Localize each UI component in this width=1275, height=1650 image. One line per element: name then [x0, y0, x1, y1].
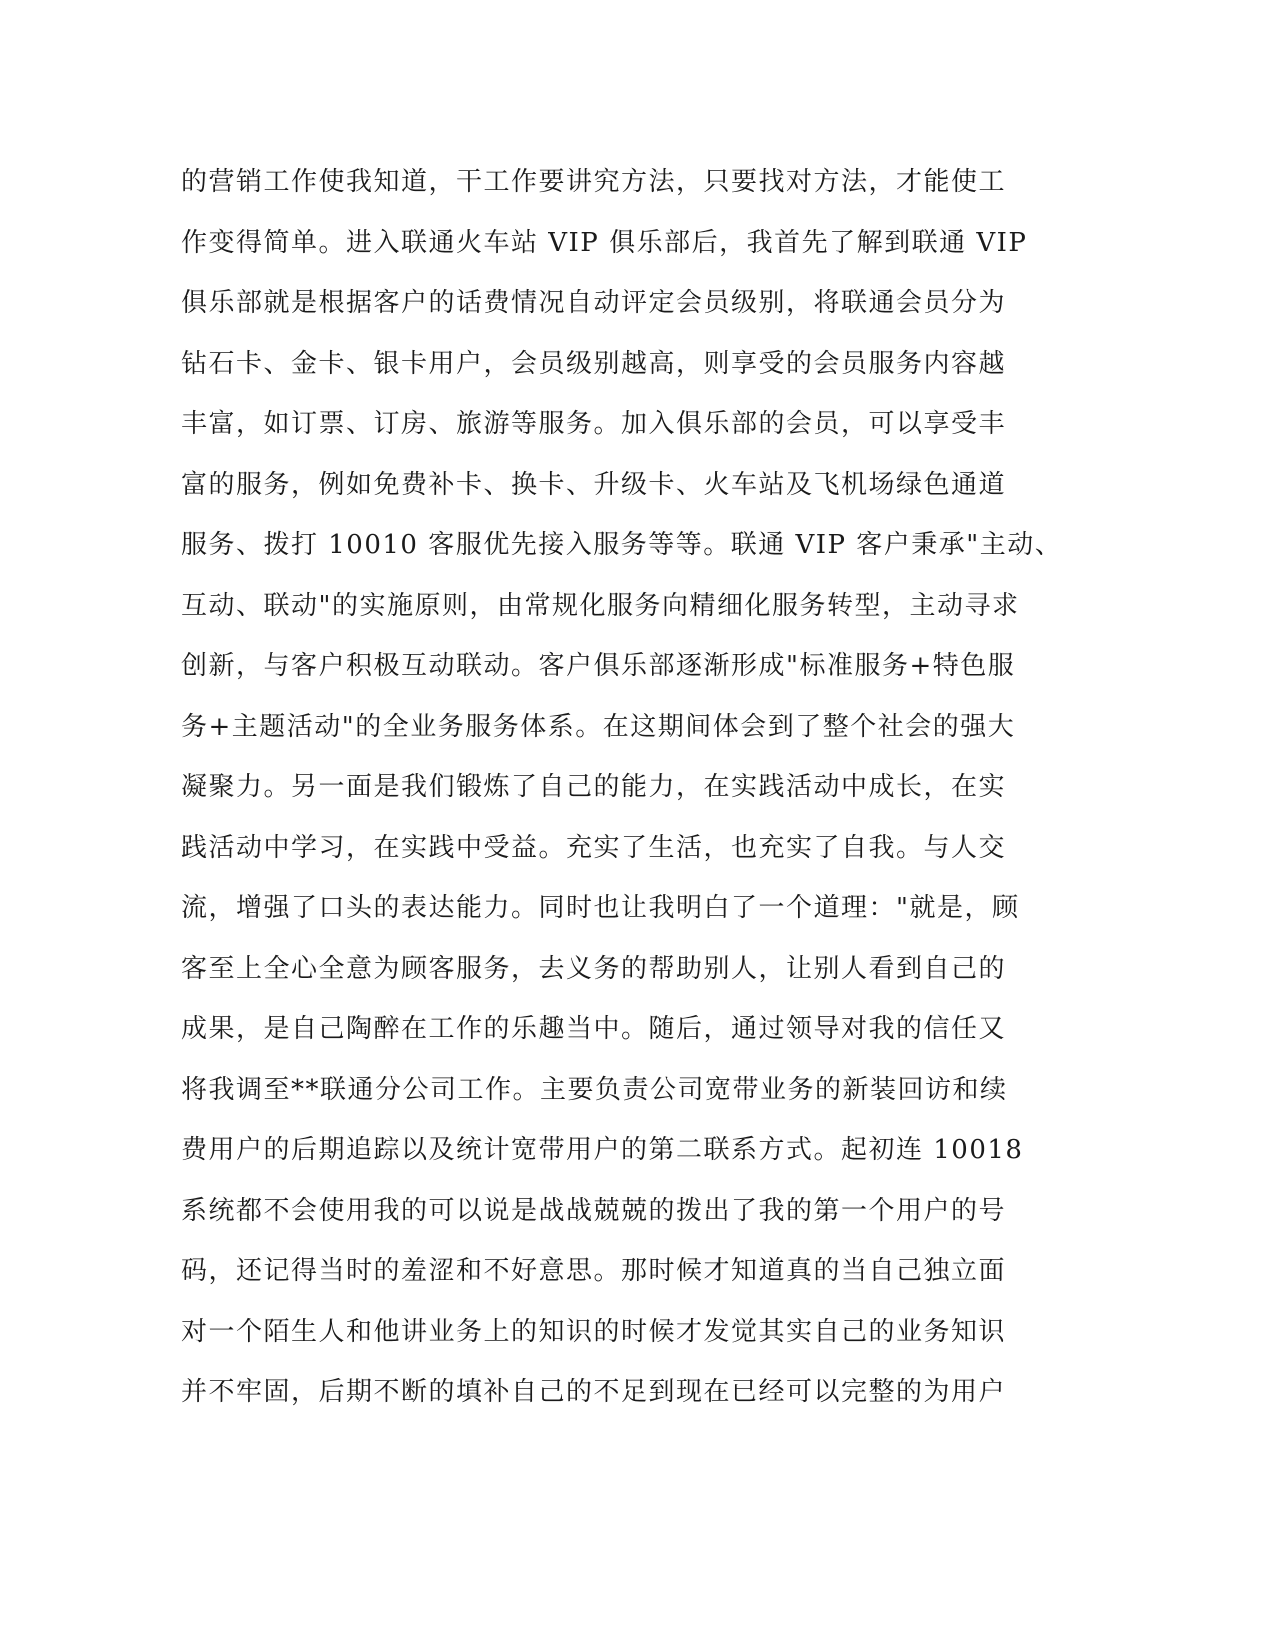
text-line: 务+主题活动"的全业务服务体系。在这期间体会到了整个社会的强大: [181, 711, 1016, 742]
text-line: 钻石卡、金卡、银卡用户，会员级别越高，则享受的会员服务内容越: [181, 348, 1007, 379]
text-line: 并不牢固，后期不断的填补自己的不足到现在已经可以完整的为用户: [181, 1377, 1007, 1407]
text-line: 创新，与客户积极互动联动。客户俱乐部逐渐形成"标准服务+特色服: [181, 651, 1016, 681]
text-line: 费用户的后期追踪以及统计宽带用户的第二联系方式。起初连 10018: [181, 1135, 1024, 1165]
text-line: 客至上全心全意为顾客服务，去义务的帮助别人，让别人看到自己的: [181, 953, 1007, 984]
text-line: 服务、拨打 10010 客服优先接入服务等等。联通 VIP 客户秉承"主动、: [181, 530, 1063, 560]
text-line: 流，增强了口头的表达能力。同时也让我明白了一个道理："就是，顾: [181, 893, 1020, 923]
text-line: 对一个陌生人和他讲业务上的知识的时候才发觉其实自己的业务知识: [181, 1316, 1007, 1347]
text-line: 凝聚力。另一面是我们锻炼了自己的能力，在实践活动中成长，在实: [181, 772, 1007, 802]
text-line: 成果，是自己陶醉在工作的乐趣当中。随后，通过领导对我的信任又: [181, 1014, 1007, 1044]
text-line: 富的服务，例如免费补卡、换卡、升级卡、火车站及飞机场绿色通道: [181, 469, 1007, 500]
text-line: 作变得简单。进入联通火车站 VIP 俱乐部后，我首先了解到联通 VIP: [181, 227, 1028, 258]
text-line: 俱乐部就是根据客户的话费情况自动评定会员级别，将联通会员分为: [181, 288, 1007, 318]
text-line: 互动、联动"的实施原则，由常规化服务向精细化服务转型，主动寻求: [181, 590, 1020, 621]
body-text: [181, 152, 1063, 1423]
text-line: 将我调至**联通分公司工作。主要负责公司宽带业务的新装回访和续: [181, 1074, 1008, 1105]
text-line: 系统都不会使用我的可以说是战战兢兢的拨出了我的第一个用户的号: [181, 1195, 1007, 1226]
text-line: 的营销工作使我知道，干工作要讲究方法，只要找对方法，才能使工: [181, 167, 1007, 197]
text-line: 丰富，如订票、订房、旅游等服务。加入俱乐部的会员，可以享受丰: [181, 409, 1007, 439]
text-line: 践活动中学习，在实践中受益。充实了生活，也充实了自我。与人交: [181, 832, 1007, 863]
text-line: 码，还记得当时的羞涩和不好意思。那时候才知道真的当自己独立面: [181, 1256, 1007, 1286]
